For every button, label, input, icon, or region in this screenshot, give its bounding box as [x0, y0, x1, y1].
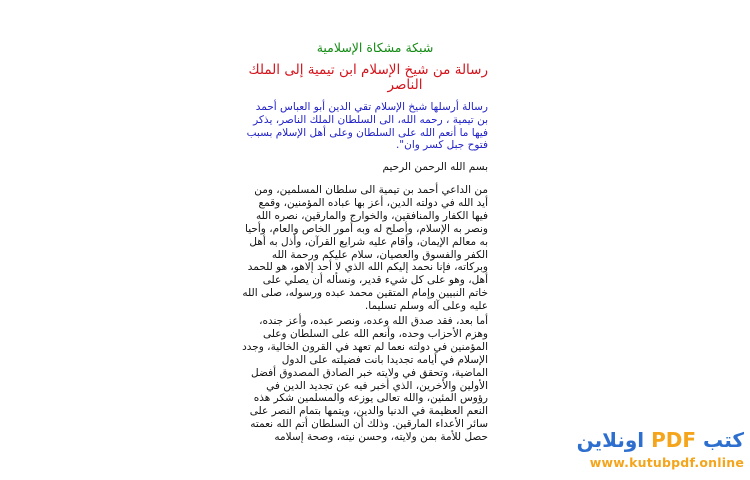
paragraph-1	[242, 184, 488, 313]
basmala: بسم الله الرحمن الرحيم	[382, 161, 488, 173]
site-name: شبكة مشكاة الإسلامية	[316, 40, 434, 55]
body-line: حصل للأمة بمن ولايته، وحسن نيته، وصحة إسلامه	[274, 431, 488, 444]
body-line: أهل، وهو على كل شيء قدير، ونسأله أن يصلي على	[262, 274, 488, 287]
watermark-url: www.kutubpdf.online	[589, 455, 744, 470]
body-line: الأولين والأخرين، الذي أخبر فيه عن تجديد الدين في	[266, 379, 488, 392]
document-title	[248, 62, 488, 93]
body-line: أيد الله في دولته الدين، أعز بها عباده المؤمنين، وقمع	[258, 196, 488, 209]
intro-line: رسالة أرسلها شيخ الإسلام تقي الدين أبو العباس أحمد	[255, 101, 488, 113]
body-line: وبركاته، فإنا نحمد إليكم الله الذي لا أحد إلاهو، هو للحمد	[247, 261, 488, 274]
title-line: الناصر	[387, 77, 423, 93]
watermark-brand-pdf: PDF	[651, 428, 697, 452]
body-line: ونصر به الإسلام، وأصلح له وبه أمور الخاص والعام، وأحيا	[245, 222, 488, 235]
title-line: رسالة من شيخ الإسلام ابن تيمية إلى الملك	[248, 62, 488, 78]
body-line: الماضية، وتحقق في ولايته خبر الصادق المصدوق أفضل	[251, 366, 488, 379]
paragraph-2	[242, 315, 488, 444]
body-line: فيها الكفار والمنافقين، والخوارج والمارقين، نصره الله	[255, 209, 488, 222]
body-line: خاتم النبيين وإمام المتقين محمد عبده ورسوله، صلى الله	[242, 287, 488, 300]
body-line: الكفر والفسوق والعصيان، سلام عليكم ورحمة الله	[271, 248, 488, 261]
watermark-brand	[577, 428, 744, 452]
watermark-brand-online: اونلاين	[576, 428, 645, 452]
body-line: من الداعي أحمد بن تيمية الى سلطان المسلمين، ومن	[254, 184, 488, 196]
body-line: الإسلام في أيامه تجديدا بانت فضيلته على الدول	[281, 353, 488, 366]
watermark-brand-word: كتب	[703, 428, 744, 452]
kutubpdf-watermark-logo	[576, 428, 744, 478]
body-line: النعم العظيمة في الدنيا والدين، ويتمها بتمام النصر على	[249, 405, 488, 418]
document-intro	[246, 101, 488, 152]
body-line: عليه وعلى آله وسلم تسليما.	[364, 300, 488, 313]
body-line: رؤوس المئين، والله تعالى يوزعه والمسلمين شكر هذه	[253, 392, 488, 405]
intro-line: فتوح جبل كسر وان".	[395, 139, 488, 152]
body-line: به معالم الإيمان، وأقام عليه شرايع القرآن، وأذل به أهل	[249, 235, 488, 248]
body-line: أما بعد، فقد صدق الله وعده، ونصر عبده، وأعز جنده،	[259, 315, 488, 327]
intro-line: بن تيمية ، رحمه الله، الى السلطان الملك الناصر، يذكر	[253, 113, 488, 126]
body-line: سائر الأعداء المارقين. وذلك أن السلطان أتم الله نعمته	[250, 418, 488, 431]
intro-line: فيها ما أنعم الله على السلطان وعلى أهل الإسلام بسبب	[246, 126, 488, 139]
body-line: وهزم الأحزاب وحده، وأنعم الله على السلطان وعلى	[263, 327, 488, 340]
body-line: المؤمنين في دولته نعما لم تعهد في القرون الخالية، وجدد	[242, 340, 488, 353]
